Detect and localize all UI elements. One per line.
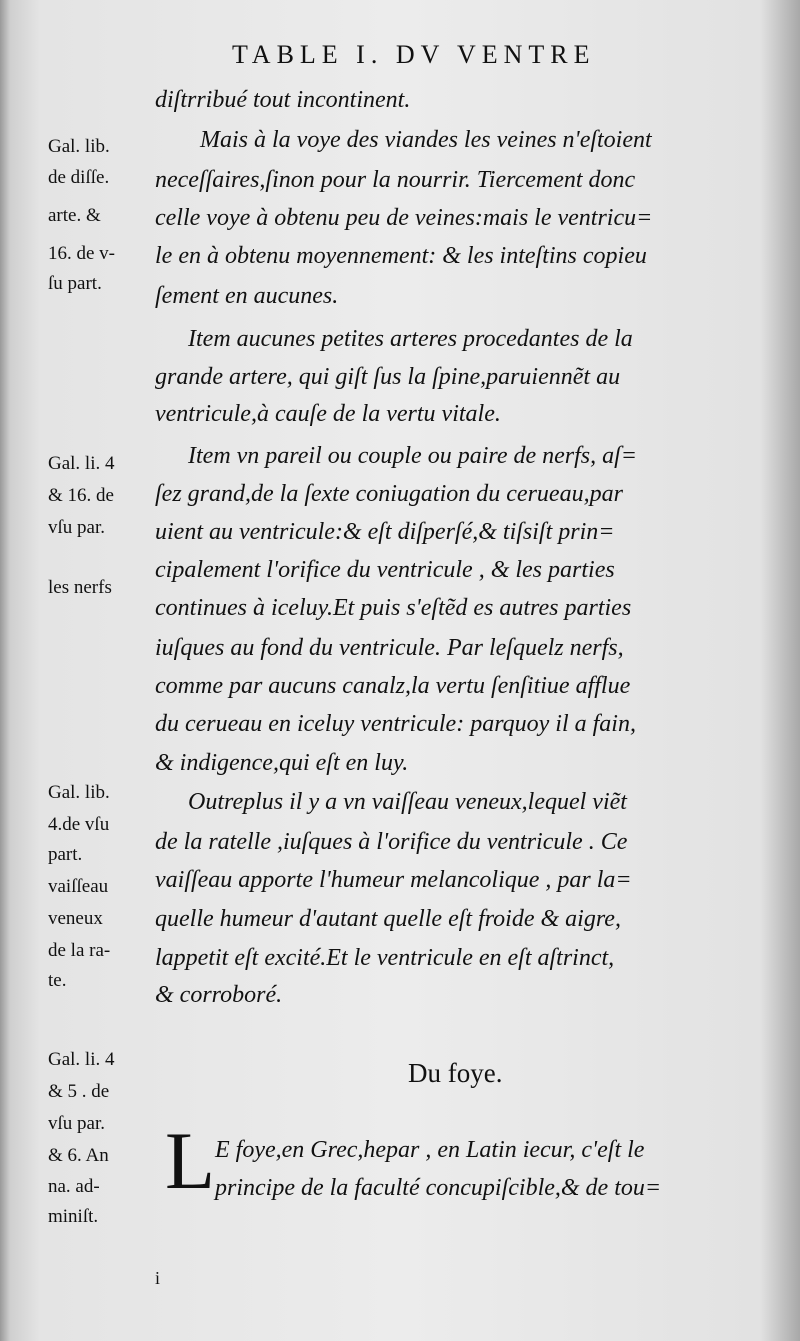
text-line: grande artere, qui giſt ſus la ſpine,paruiennẽt au — [155, 364, 621, 390]
text-line: ſement en aucunes. — [155, 283, 339, 309]
text-line: lappetit eſt excité.Et le ventricule en eſt aſtrinct, — [155, 945, 615, 971]
margin-note: miniſt. — [48, 1206, 99, 1227]
text-line: E foye,en Grec,hepar , en Latin iecur, c'eſt le — [215, 1137, 645, 1163]
text-line: ſez grand,de la ſexte coniugation du cerueau,par — [155, 481, 623, 507]
text-line: du cerueau en iceluy ventricule: parquoy il a fain, — [155, 711, 636, 737]
margin-note: ſu part. — [48, 273, 102, 294]
text-line: principe de la faculté concupiſcible,& de tou= — [215, 1175, 662, 1201]
margin-note: arte. & — [48, 205, 101, 226]
margin-note: Gal. lib. — [48, 136, 110, 157]
margin-note: & 5 . de — [48, 1081, 110, 1102]
margin-note: 16. de v- — [48, 243, 116, 264]
text-line: vaiſſeau apporte l'humeur melancolique , par la= — [155, 867, 632, 893]
running-head: TABLE I. DV VENTRE — [232, 40, 596, 69]
margin-note: na. ad- — [48, 1176, 100, 1197]
margin-note: & 16. de — [48, 485, 114, 506]
text-line: Outreplus il y a vn vaiſſeau veneux,lequel viẽt — [188, 789, 627, 815]
text-line: neceſſaires,ſinon pour la nourrir. Tiercement donc — [155, 167, 636, 193]
text-line: uient au ventricule:& eſt diſperſé,& tiſsiſt prin= — [155, 519, 615, 545]
section-heading: Du foye. — [408, 1058, 503, 1088]
margin-note: Gal. li. 4 — [48, 453, 115, 474]
margin-note: de la ra- — [48, 940, 111, 961]
margin-note: veneux — [48, 908, 103, 929]
margin-note: Gal. lib. — [48, 782, 110, 803]
text-line: iuſques au fond du ventricule. Par leſquelz nerfs, — [155, 635, 624, 661]
text-line: & corroboré. — [155, 982, 283, 1008]
margin-note: te. — [48, 970, 67, 991]
margin-note: de diſſe. — [48, 167, 110, 188]
text-line: de la ratelle ,iuſques à l'orifice du ventricule . Ce — [155, 829, 628, 855]
margin-note: vſu par. — [48, 1113, 105, 1134]
drop-cap: L — [165, 1115, 216, 1206]
margin-note: part. — [48, 844, 83, 865]
text-line: ventricule,à cauſe de la vertu vitale. — [155, 401, 501, 427]
text-line: le en à obtenu moyennement: & les inteſtins copieu — [155, 243, 647, 269]
margin-note: vſu par. — [48, 517, 105, 538]
text-line: diſtrribué tout incontinent. — [155, 87, 411, 113]
text-line: & indigence,qui eſt en luy. — [155, 750, 409, 776]
margin-note: 4.de vſu — [48, 814, 110, 835]
text-line: Item vn pareil ou couple ou paire de nerfs, aſ= — [188, 443, 637, 469]
text-line: Mais à la voye des viandes les veines n'eſtoient — [200, 127, 652, 153]
margin-note: & 6. An — [48, 1145, 109, 1166]
signature-mark: i — [155, 1268, 161, 1288]
text-line: celle voye à obtenu peu de veines:mais le ventricu= — [155, 205, 653, 231]
text-line: Item aucunes petites arteres procedantes de la — [188, 326, 633, 352]
margin-note: Gal. li. 4 — [48, 1049, 115, 1070]
margin-note: vaiſſeau — [48, 876, 109, 897]
text-line: quelle humeur d'autant quelle eſt froide & aigre, — [155, 906, 621, 932]
text-line: comme par aucuns canalz,la vertu ſenſitiue afflue — [155, 673, 631, 699]
margin-note: les nerfs — [48, 577, 112, 598]
text-line: continues à iceluy.Et puis s'eſtẽd es autres parties — [155, 595, 632, 621]
text-line: cipalement l'orifice du ventricule , & les parties — [155, 557, 615, 583]
